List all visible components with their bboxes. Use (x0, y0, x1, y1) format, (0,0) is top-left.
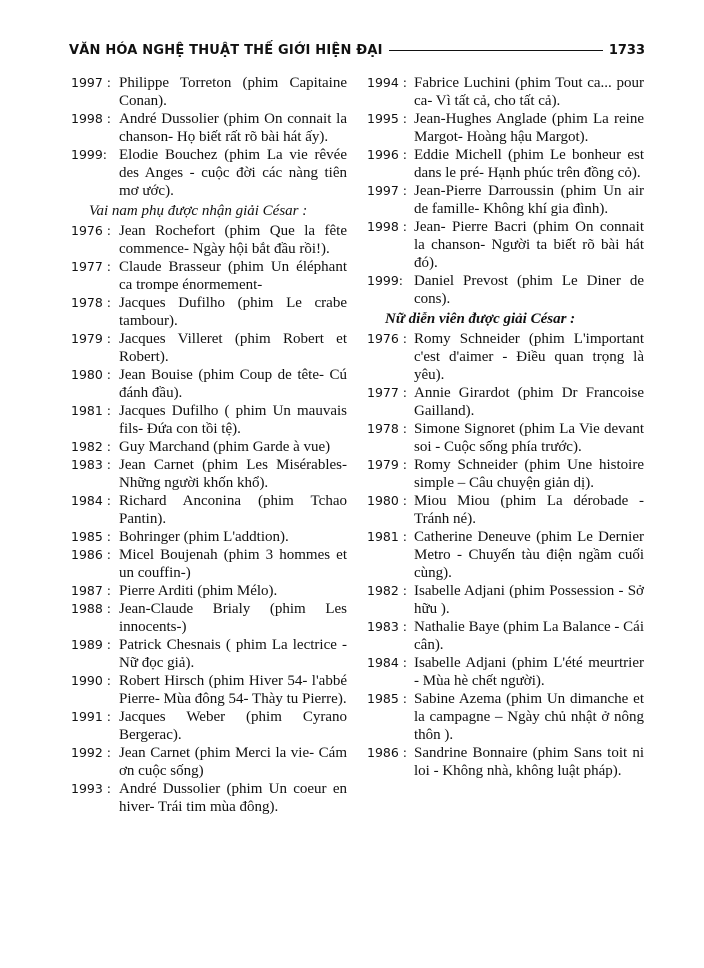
award-year: 1995 : (367, 111, 407, 126)
award-text: Daniel Prevost (phim Le Diner de cons). (414, 273, 644, 307)
award-entry (71, 330, 347, 366)
award-year: 1998 : (367, 219, 407, 234)
award-text: Jean Carnet (phim Les Misérables- Những người khốn khổ). (119, 457, 347, 491)
award-entry (71, 546, 347, 582)
award-entry (71, 258, 347, 294)
award-entry (71, 366, 347, 402)
section-heading-actress: Nữ diễn viên được giải César : (385, 311, 576, 327)
award-year: 1990 : (71, 673, 111, 688)
award-text: Isabelle Adjani (phim L'été meurtrier - Mùa hè chết người). (414, 655, 644, 689)
award-year: 1996 : (367, 147, 407, 162)
award-year: 1997 : (367, 183, 407, 198)
award-entry (71, 708, 347, 744)
award-year: 1978 : (71, 295, 111, 310)
award-text: Romy Schneider (phim Une histoire simple – Câu chuyện giản dị). (414, 457, 644, 491)
award-year: 1991 : (71, 709, 111, 724)
award-entry (71, 528, 347, 546)
award-year: 1985 : (367, 691, 407, 706)
award-entry (367, 492, 644, 528)
award-text: André Dussolier (phim On connait la chanson- Họ biết rất rõ bài hát ấy). (119, 111, 347, 145)
award-year: 1997 : (71, 75, 111, 90)
award-year: 1988 : (71, 601, 111, 616)
award-text: Philippe Torreton (phim Capitaine Conan). (119, 75, 347, 109)
award-year: 1981 : (71, 403, 111, 418)
award-year: 1989 : (71, 637, 111, 652)
award-text: Claude Brasseur (phim Un éléphant ca trompe énormement- (119, 259, 347, 293)
page-number: 1733 (608, 42, 645, 58)
award-entry (71, 110, 347, 146)
award-text: Elodie Bouchez (phim La vie rêvée des Anges - cuộc đời các nàng tiên mơ ước). (119, 147, 347, 199)
award-text: Jacques Dufilho (phim Le crabe tambour). (119, 295, 347, 329)
award-text: Jean Bouise (phim Coup de tête- Cú đánh đầu). (119, 367, 347, 401)
award-text: Jean-Hughes Anglade (phim La reine Margot- Hoàng hậu Margot). (414, 111, 644, 145)
award-entry (71, 582, 347, 600)
award-entry (71, 438, 347, 456)
award-entry (71, 402, 347, 438)
award-text: Sabine Azema (phim Un dimanche et la campagne – Ngày chủ nhật ở nông thôn ). (414, 691, 644, 743)
award-text: Jacques Dufilho ( phim Un mauvais fils- Đứa con tồi tệ). (119, 403, 347, 437)
award-year: 1994 : (367, 75, 407, 90)
award-text: Jean-Pierre Darroussin (phim Un air de famille- Không khí gia đình). (414, 183, 644, 217)
award-text: Romy Schneider (phim L'important c'est d'aimer - Điều quan trọng là yêu). (414, 331, 644, 383)
award-text: Robert Hirsch (phim Hiver 54- l'abbé Pierre- Mùa đông 54- Thày tu Pierre). (119, 673, 347, 707)
award-entry (367, 146, 644, 182)
award-entry (367, 272, 644, 308)
award-year: 1983 : (367, 619, 407, 634)
right-column (367, 74, 644, 780)
award-text: Richard Anconina (phim Tchao Pantin). (119, 493, 347, 527)
award-year: 1998 : (71, 111, 111, 126)
award-entry (71, 74, 347, 110)
entries-group (367, 74, 644, 308)
award-year: 1979 : (367, 457, 407, 472)
award-entry (367, 744, 644, 780)
award-entry (71, 456, 347, 492)
award-year: 1984 : (71, 493, 111, 508)
award-year: 1992 : (71, 745, 111, 760)
award-year: 1999: (367, 273, 404, 288)
award-text: Bohringer (phim L'addtion). (119, 529, 289, 545)
award-text: Miou Miou (phim La dérobade - Tránh né). (414, 493, 644, 527)
award-year: 1987 : (71, 583, 111, 598)
award-text: André Dussolier (phim Un coeur en hiver- Trái tim mùa đông). (119, 781, 347, 815)
entries-group (367, 330, 644, 780)
award-year: 1982 : (71, 439, 111, 454)
award-year: 1985 : (71, 529, 111, 544)
award-entry (367, 456, 644, 492)
award-year: 1976 : (367, 331, 407, 346)
award-text: Jean-Claude Brialy (phim Les innocents-) (119, 601, 347, 635)
award-year: 1979 : (71, 331, 111, 346)
award-year: 1999: (71, 147, 108, 162)
award-text: Jean- Pierre Bacri (phim On connait la chanson- Người ta biết rõ bài hát đó). (414, 219, 644, 271)
award-text: Pierre Arditi (phim Mélo). (119, 583, 278, 599)
award-entry (367, 74, 644, 110)
award-text: Guy Marchand (phim Garde à vue) (119, 439, 331, 455)
award-text: Isabelle Adjani (phim Possession - Sở hữu ). (414, 583, 644, 617)
award-year: 1982 : (367, 583, 407, 598)
award-text: Sandrine Bonnaire (phim Sans toit ni loi - Không nhà, không luật pháp). (414, 745, 644, 779)
award-year: 1983 : (71, 457, 111, 472)
award-text: Patrick Chesnais ( phim La lectrice - Nữ đọc giả). (119, 637, 347, 671)
left-column (71, 74, 347, 816)
award-text: Micel Boujenah (phim 3 hommes et un couffin-) (119, 547, 347, 581)
award-entry (367, 218, 644, 272)
award-entry (71, 222, 347, 258)
award-entry (71, 744, 347, 780)
award-year: 1980 : (71, 367, 111, 382)
award-year: 1976 : (71, 223, 111, 238)
award-entry (71, 672, 347, 708)
award-year: 1993 : (71, 781, 111, 796)
award-text: Catherine Deneuve (phim Le Dernier Metro - Chuyến tàu điện ngầm cuối cùng). (414, 529, 644, 581)
award-year: 1977 : (71, 259, 111, 274)
award-entry (71, 600, 347, 636)
running-header (69, 40, 645, 60)
award-entry (367, 330, 644, 384)
award-entry (71, 636, 347, 672)
award-entry (367, 690, 644, 744)
header-rule (389, 50, 603, 51)
award-text: Annie Girardot (phim Dr Francoise Gailland). (414, 385, 644, 419)
award-entry (367, 654, 644, 690)
award-entry (367, 582, 644, 618)
award-year: 1978 : (367, 421, 407, 436)
award-year: 1980 : (367, 493, 407, 508)
award-entry (367, 420, 644, 456)
award-text: Simone Signoret (phim La Vie devant soi - Cuộc sống phía trước). (414, 421, 644, 455)
award-entry (367, 528, 644, 582)
award-entry (367, 618, 644, 654)
award-text: Jacques Villeret (phim Robert et Robert). (119, 331, 347, 365)
award-year: 1986 : (71, 547, 111, 562)
award-entry (367, 110, 644, 146)
award-entry (367, 182, 644, 218)
award-text: Nathalie Baye (phim La Balance - Cái cân). (414, 619, 644, 653)
award-text: Jacques Weber (phim Cyrano Bergerac). (119, 709, 347, 743)
award-year: 1977 : (367, 385, 407, 400)
award-text: Eddie Michell (phim Le bonheur est dans le pré- Hạnh phúc trên đồng cỏ). (414, 147, 644, 181)
award-entry (367, 384, 644, 420)
award-entry (71, 492, 347, 528)
award-year: 1984 : (367, 655, 407, 670)
section-heading-supporting-actor: Vai nam phụ được nhận giải César : (89, 203, 308, 219)
award-text: Jean Rochefort (phim Que la fête commence- Ngày hội bắt đầu rồi!). (119, 223, 347, 257)
entries-group (71, 222, 347, 816)
award-entry (71, 294, 347, 330)
award-year: 1986 : (367, 745, 407, 760)
award-entry (71, 780, 347, 816)
award-year: 1981 : (367, 529, 407, 544)
award-text: Fabrice Luchini (phim Tout ca... pour ca- Vì tất cả, cho tất cả). (414, 75, 644, 109)
award-text: Jean Carnet (phim Merci la vie- Cám ơn cuộc sống) (119, 745, 347, 779)
entries-group (71, 74, 347, 200)
book-title: VĂN HÓA NGHỆ THUẬT THẾ GIỚI HIỆN ĐẠI (69, 42, 383, 58)
award-entry (71, 146, 347, 200)
